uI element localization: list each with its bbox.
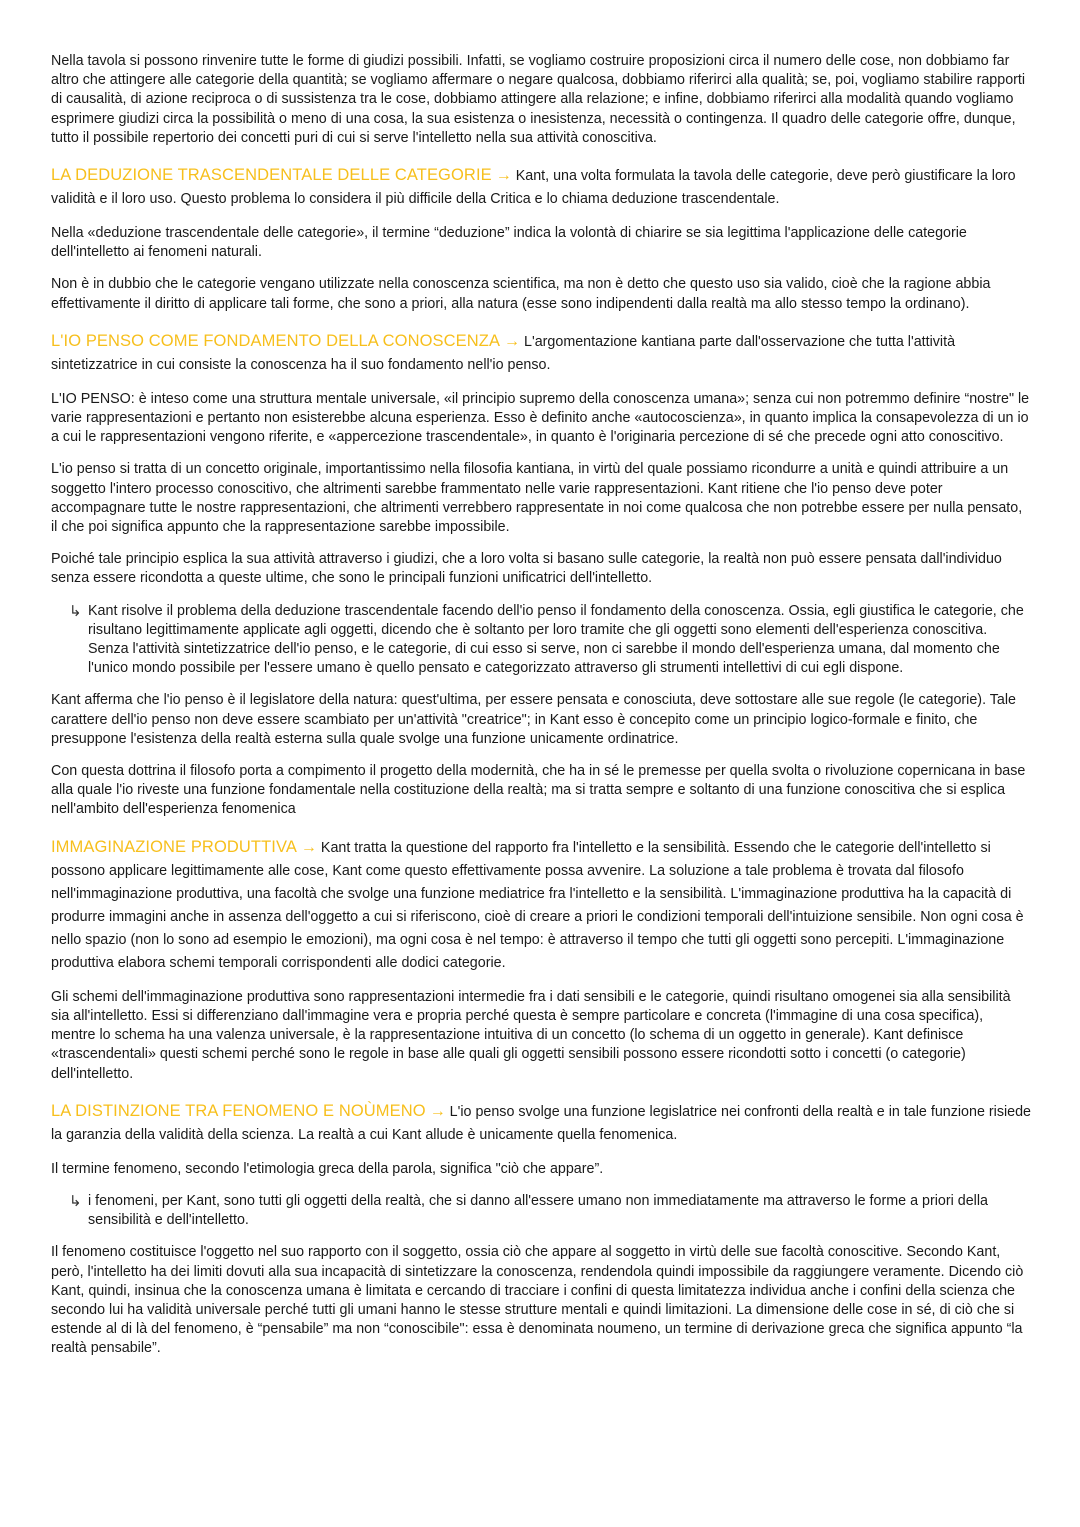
section-immaginazione-lead xyxy=(51,836,1031,975)
deduzione-paragraph-1: Nella «deduzione trascendentale delle categorie», il termine “deduzione” indica la volontà di chiarire se sia legittima l'applicazione delle categorie dell'intelletto ai fenomeni naturali. xyxy=(51,225,967,261)
fenomeno-paragraph-1: Il termine fenomeno, secondo l'etimologia greca della parola, significa "ciò che appare”. xyxy=(51,1160,604,1177)
fenomeno-subpoint xyxy=(51,1192,1031,1230)
arrow-right-icon: → xyxy=(429,1102,446,1120)
section-immaginazione-lead-text: Kant tratta la questione del rapporto fra l'intelletto e la sensibilità. Essendo che le categorie dell'intelletto si possono applicare legittimamente alle cose, Kant come questo effettivamente possa avvenire. La soluzione a tale problema è trovata dal filosofo nell'immaginazione produttiva, una facoltà che svolge una funzione mediatrice fra l'intelletto e la sensibilità. L'immaginazione produttiva ha la capacità di produrre immagini anche in assenza dell'oggetto a cui si riferiscono, cioè di creare a priori le condizioni temporali dell'intuizione sensibile. Non ogni cosa è nello spazio (non lo sono ad esempio le emozioni), ma ogni cosa è nel tempo: è attraverso il tempo che tutti gli oggetti sono percepiti. L'immaginazione produttiva elabora schemi temporali corrispondenti alle dodici categorie. xyxy=(51,839,1024,971)
sub-arrow-icon: ↳ xyxy=(69,602,82,620)
iopenso-paragraph-1: L'IO PENSO: è inteso come una struttura mentale universale, «il principio supremo della conoscenza umana»; senza cui non potremmo definire “nostre" le varie rappresentazioni e pertanto non esisterebbe alcuna esperienza. Esso è definito anche «autocoscienza», in quanto implica la consapevolezza di un io a cui le rappresentazioni vengono riferite, e «appercezione trascendentale», in quanto è l'originaria percezione di sé che precede ogni atto conoscitivo. xyxy=(51,390,1030,446)
arrow-right-icon: → xyxy=(495,167,512,185)
sub-arrow-icon: ↳ xyxy=(69,1192,82,1210)
fenomeno-subpoint-text: i fenomeni, per Kant, sono tutti gli oggetti della realtà, che si danno all'essere umano non immediatamente ma attraverso le forme a priori della sensibilità e dell'intelletto. xyxy=(88,1192,988,1229)
iopenso-paragraph-3: Poiché tale principio esplica la sua attività attraverso i giudizi, che a loro volta si basano sulle categorie, la realtà non può essere pensata dall'individuo senza essere ricondotta a queste ultime, che sono le principali funzioni unificatrici dell'intelletto. xyxy=(51,551,1002,587)
intro-paragraph: Nella tavola si possono rinvenire tutte le forme di giudizi possibili. Infatti, se vogliamo costruire proposizioni circa il numero delle cose, non dobbiamo far altro che attingere alle categorie della quantità; se vogliamo affermare o negare qualcosa, dobbiamo riferirci alla qualità; se, poi, vogliamo stabilire rapporti di causalità, di azione reciproca o di sussistenza tra le cose, dobbiamo attingere alla relazione; e infine, dobbiamo riferirci alla modalità quando vogliamo esprimere giudizi circa la possibilità o meno di una cosa, la sua esistenza o inesistenza, necessità o contingenza. Il quadro delle categorie offre, dunque, tutto il possibile repertorio dei concetti puri di cui si serve l'intelletto nella sua attività conoscitiva. xyxy=(51,53,1026,146)
iopenso-subpoint-text: Kant risolve il problema della deduzione trascendentale facendo dell'io penso il fondamento della conoscenza. Ossia, egli giustifica le categorie, che risultano legittimamente applicate agli oggetti, dicendo che è soltanto per loro tramite che gli oggetti sono elementi dell'esperienza conoscitiva. Senza l'attività sintetizzatrice dell'io penso, e le categorie, di cui esso si serve, non ci sarebbe il mondo dell'esperienza umana, dal momento che l'unico mondo possibile per l'essere umano è quello pensato e categorizzato attraverso gli strumenti intellettivi di cui egli dispone. xyxy=(88,602,1024,677)
iopenso-paragraph-2: L'io penso si tratta di un concetto originale, importantissimo nella filosofia kantiana, in virtù del quale possiamo ricondurre a unità e quindi attribuire a un soggetto l'intero processo conoscitivo, che altrimenti sarebbe frammentato nelle varie rappresentazioni. Kant ritiene che l'io penso deve poter accompagnare tutte le nostre rappresentazioni, che altrimenti verrebbero rappresentate in noi come qualcosa che non potrebbe essere per nulla pensato, il che poi significa appunto che la rappresentazione sarebbe impossibile. xyxy=(51,461,1023,536)
fenomeno-paragraph-2: Il fenomeno costituisce l'oggetto nel suo rapporto con il soggetto, ossia ciò che appare al soggetto in virtù delle sue facoltà conoscitive. Secondo Kant, però, l'intelletto ha dei limiti dovuti alla sua incapacità di sintetizzare la conoscenza, rendendola quindi impossibile da raggiungere veramente. Dicendo ciò Kant, quindi, insinua che la conoscenza umana è limitata e cercando di tracciare i confini di questa limitatezza individua anche i confini della scienza che secondo lui ha validità universale perché tutti gli umani hanno le stesse strutture mentali e quindi limitazioni. La dimensione delle cose in sé, di ciò che si estende al di là del fenomeno, è “pensabile” ma non “conoscibile": essa è denominata noumeno, un termine di derivazione greca che significa appunto “la realtà pensabile”. xyxy=(51,1244,1024,1357)
section-heading-iopenso: L'IO PENSO COME FONDAMENTO DELLA CONOSCENZA xyxy=(51,331,501,350)
iopenso-paragraph-4: Kant afferma che l'io penso è il legislatore della natura: quest'ultima, per essere pensata e conosciuta, deve sottostare alle sue regole (le categorie). Tale carattere dell'io penso non deve essere scambiato per un'attività "creatrice"; in Kant esso è concepito come un principio logico-formale e finito, che presuppone l'esistenza della realtà esterna sulla quale svolge una funzione unicamente ordinatrice. xyxy=(51,692,1016,747)
document-page xyxy=(51,52,1031,1359)
section-iopenso-lead xyxy=(51,330,1031,377)
section-deduzione-lead xyxy=(51,164,1031,211)
immaginazione-paragraph-1: Gli schemi dell'immaginazione produttiva sono rappresentazioni intermedie fra i dati sensibili e le categorie, quindi risultano omogenei sia alla sensibilità sia all'intelletto. Essi si differenziano dall'immagine vera e propria perché questa è sempre particolare e concreta (l'immagine di una cosa specifica), mentre lo schema ha una valenza universale, è la rappresentazione intuitiva di un concetto (lo schema di un oggetto in generale). Kant definisce «trascendentali» questi schemi perché sono le regole in base alle quali gli oggetti sensibili possono essere ricondotti sotto i concetti (o categorie) dell'intelletto. xyxy=(51,988,1011,1082)
section-fenomeno-lead xyxy=(51,1100,1031,1147)
arrow-right-icon: → xyxy=(300,838,317,856)
deduzione-paragraph-2: Non è in dubbio che le categorie vengano utilizzate nella conoscenza scientifica, ma non è detto che questo uso sia valido, cioè che la ragione abbia effettivamente il diritto di applicare tali forme, che sono a priori, alla natura (esse sono indipendenti dalla realtà ma allo stesso tempo la ordinano). xyxy=(51,276,991,312)
section-iopenso-lead-text: L'argomentazione kantiana parte dall'osservazione che tutta l'attività sintetizzatrice in cui consiste la conoscenza ha il suo fondamento nell'io penso. xyxy=(51,333,956,373)
arrow-right-icon: → xyxy=(504,332,521,350)
section-fenomeno-lead-text: L'io penso svolge una funzione legislatrice nei confronti della realtà e in tale funzione risiede la garanzia della validità della scienza. La realtà a cui Kant allude è unicamente quella fenomenica. xyxy=(51,1103,1031,1143)
section-deduzione-lead-text: Kant, una volta formulata la tavola delle categorie, deve però giustificare la loro validità e il loro uso. Questo problema lo considera il più difficile della Critica e lo chiama deduzione trascendentale. xyxy=(51,168,1016,208)
section-heading-immaginazione: IMMAGINAZIONE PRODUTTIVA xyxy=(51,837,297,856)
iopenso-subpoint xyxy=(51,602,1031,679)
section-heading-deduzione: LA DEDUZIONE TRASCENDENTALE DELLE CATEGORIE xyxy=(51,166,492,185)
section-heading-fenomeno: LA DISTINZIONE TRA FENOMENO E NOÙMENO xyxy=(51,1101,426,1120)
iopenso-paragraph-5: Con questa dottrina il filosofo porta a compimento il progetto della modernità, che ha in sé le premesse per quella svolta o rivoluzione copernicana in base alla quale l'io riveste una funzione fondamentale nella costituzione della realtà; ma si tratta sempre e soltanto di una funzione conoscitiva che si esplica nell'ambito dell'esperienza fenomenica xyxy=(51,763,1026,818)
